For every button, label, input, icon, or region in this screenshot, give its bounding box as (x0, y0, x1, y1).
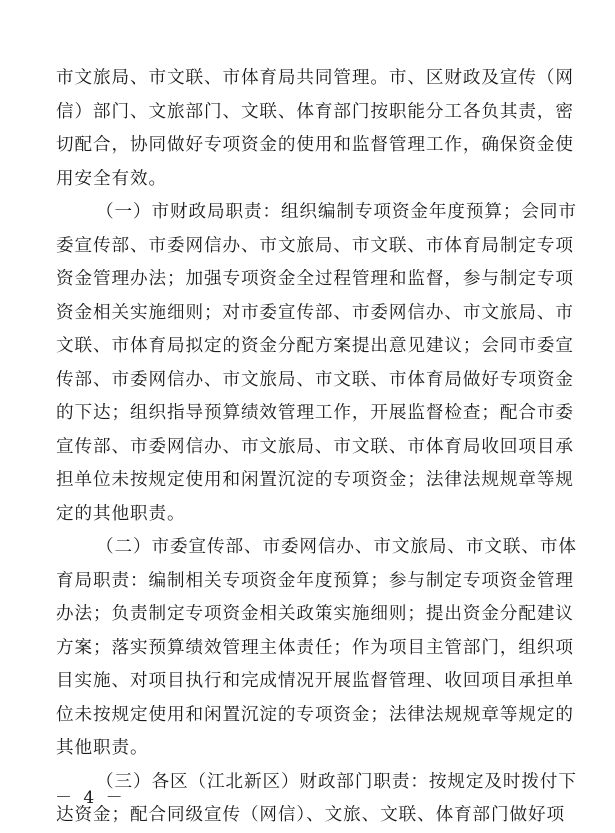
text-line: 资金相关实施细则；对市委宣传部、市委网信办、市文旅局、市 (56, 302, 574, 323)
text-line: 市文旅局、市文联、市体育局共同管理。市、区财政及宣传（网 (56, 68, 574, 88)
text-line: 用安全有效。 (56, 168, 167, 189)
text-line: 育局职责：编制相关专项资金年度预算；参与制定专项资金管理 (56, 570, 574, 591)
text-line: 的下达；组织指导预算绩效管理工作，开展监督检查；配合市委 (56, 403, 574, 423)
text-line: 切配合，协同做好专项资金的使用和监督管理工作，确保资金使 (56, 135, 574, 155)
text-line: 方案；落实预算绩效管理主体责任；作为项目主管部门，组织项 (56, 637, 574, 658)
text-line: 文联、市体育局拟定的资金分配方案提出意见建议；会同市委宣 (56, 336, 574, 356)
text-line: 位未按规定使用和闲置沉淀的专项资金；法律法规规章等规定的 (56, 704, 574, 725)
text-line: 资金管理办法；加强专项资金全过程管理和监督，参与制定专项 (56, 269, 574, 289)
paragraph-2-start: （二）市委宣传部、市委网信办、市文旅局、市文联、市体 (96, 537, 577, 557)
text-line: 定的其他职责。 (56, 503, 186, 524)
paragraph-3-start: （三）各区（江北新区）财政部门职责：按规定及时拨付下 (96, 771, 577, 792)
text-line: 传部、市委网信办、市文旅局、市文联、市体育局做好专项资金 (56, 369, 574, 390)
text-line: 委宣传部、市委网信办、市文旅局、市文联、市体育局制定专项 (56, 235, 574, 256)
text-line: 办法；负责制定专项资金相关政策实施细则；提出资金分配建议 (56, 604, 574, 624)
text-line: 信）部门、文旅部门、文联、体育部门按职能分工各负其责，密 (56, 101, 574, 122)
page-number: － 4 － (55, 788, 126, 808)
paragraph-1-start: （一）市财政局职责：组织编制专项资金年度预算；会同市 (96, 202, 577, 222)
text-line: 宣传部、市委网信办、市文旅局、市文联、市体育局收回项目承 (56, 436, 574, 457)
document-body (56, 62, 577, 833)
text-line: 其他职责。 (56, 738, 149, 758)
text-line: 目实施、对项目执行和完成情况开展监督管理、收回项目承担单 (56, 671, 574, 691)
text-line: 担单位未按规定使用和闲置沉淀的专项资金；法律法规规章等规 (56, 470, 574, 490)
text-line: 达资金；配合同级宣传（网信）、文旅、文联、体育部门做好项 (56, 805, 566, 825)
